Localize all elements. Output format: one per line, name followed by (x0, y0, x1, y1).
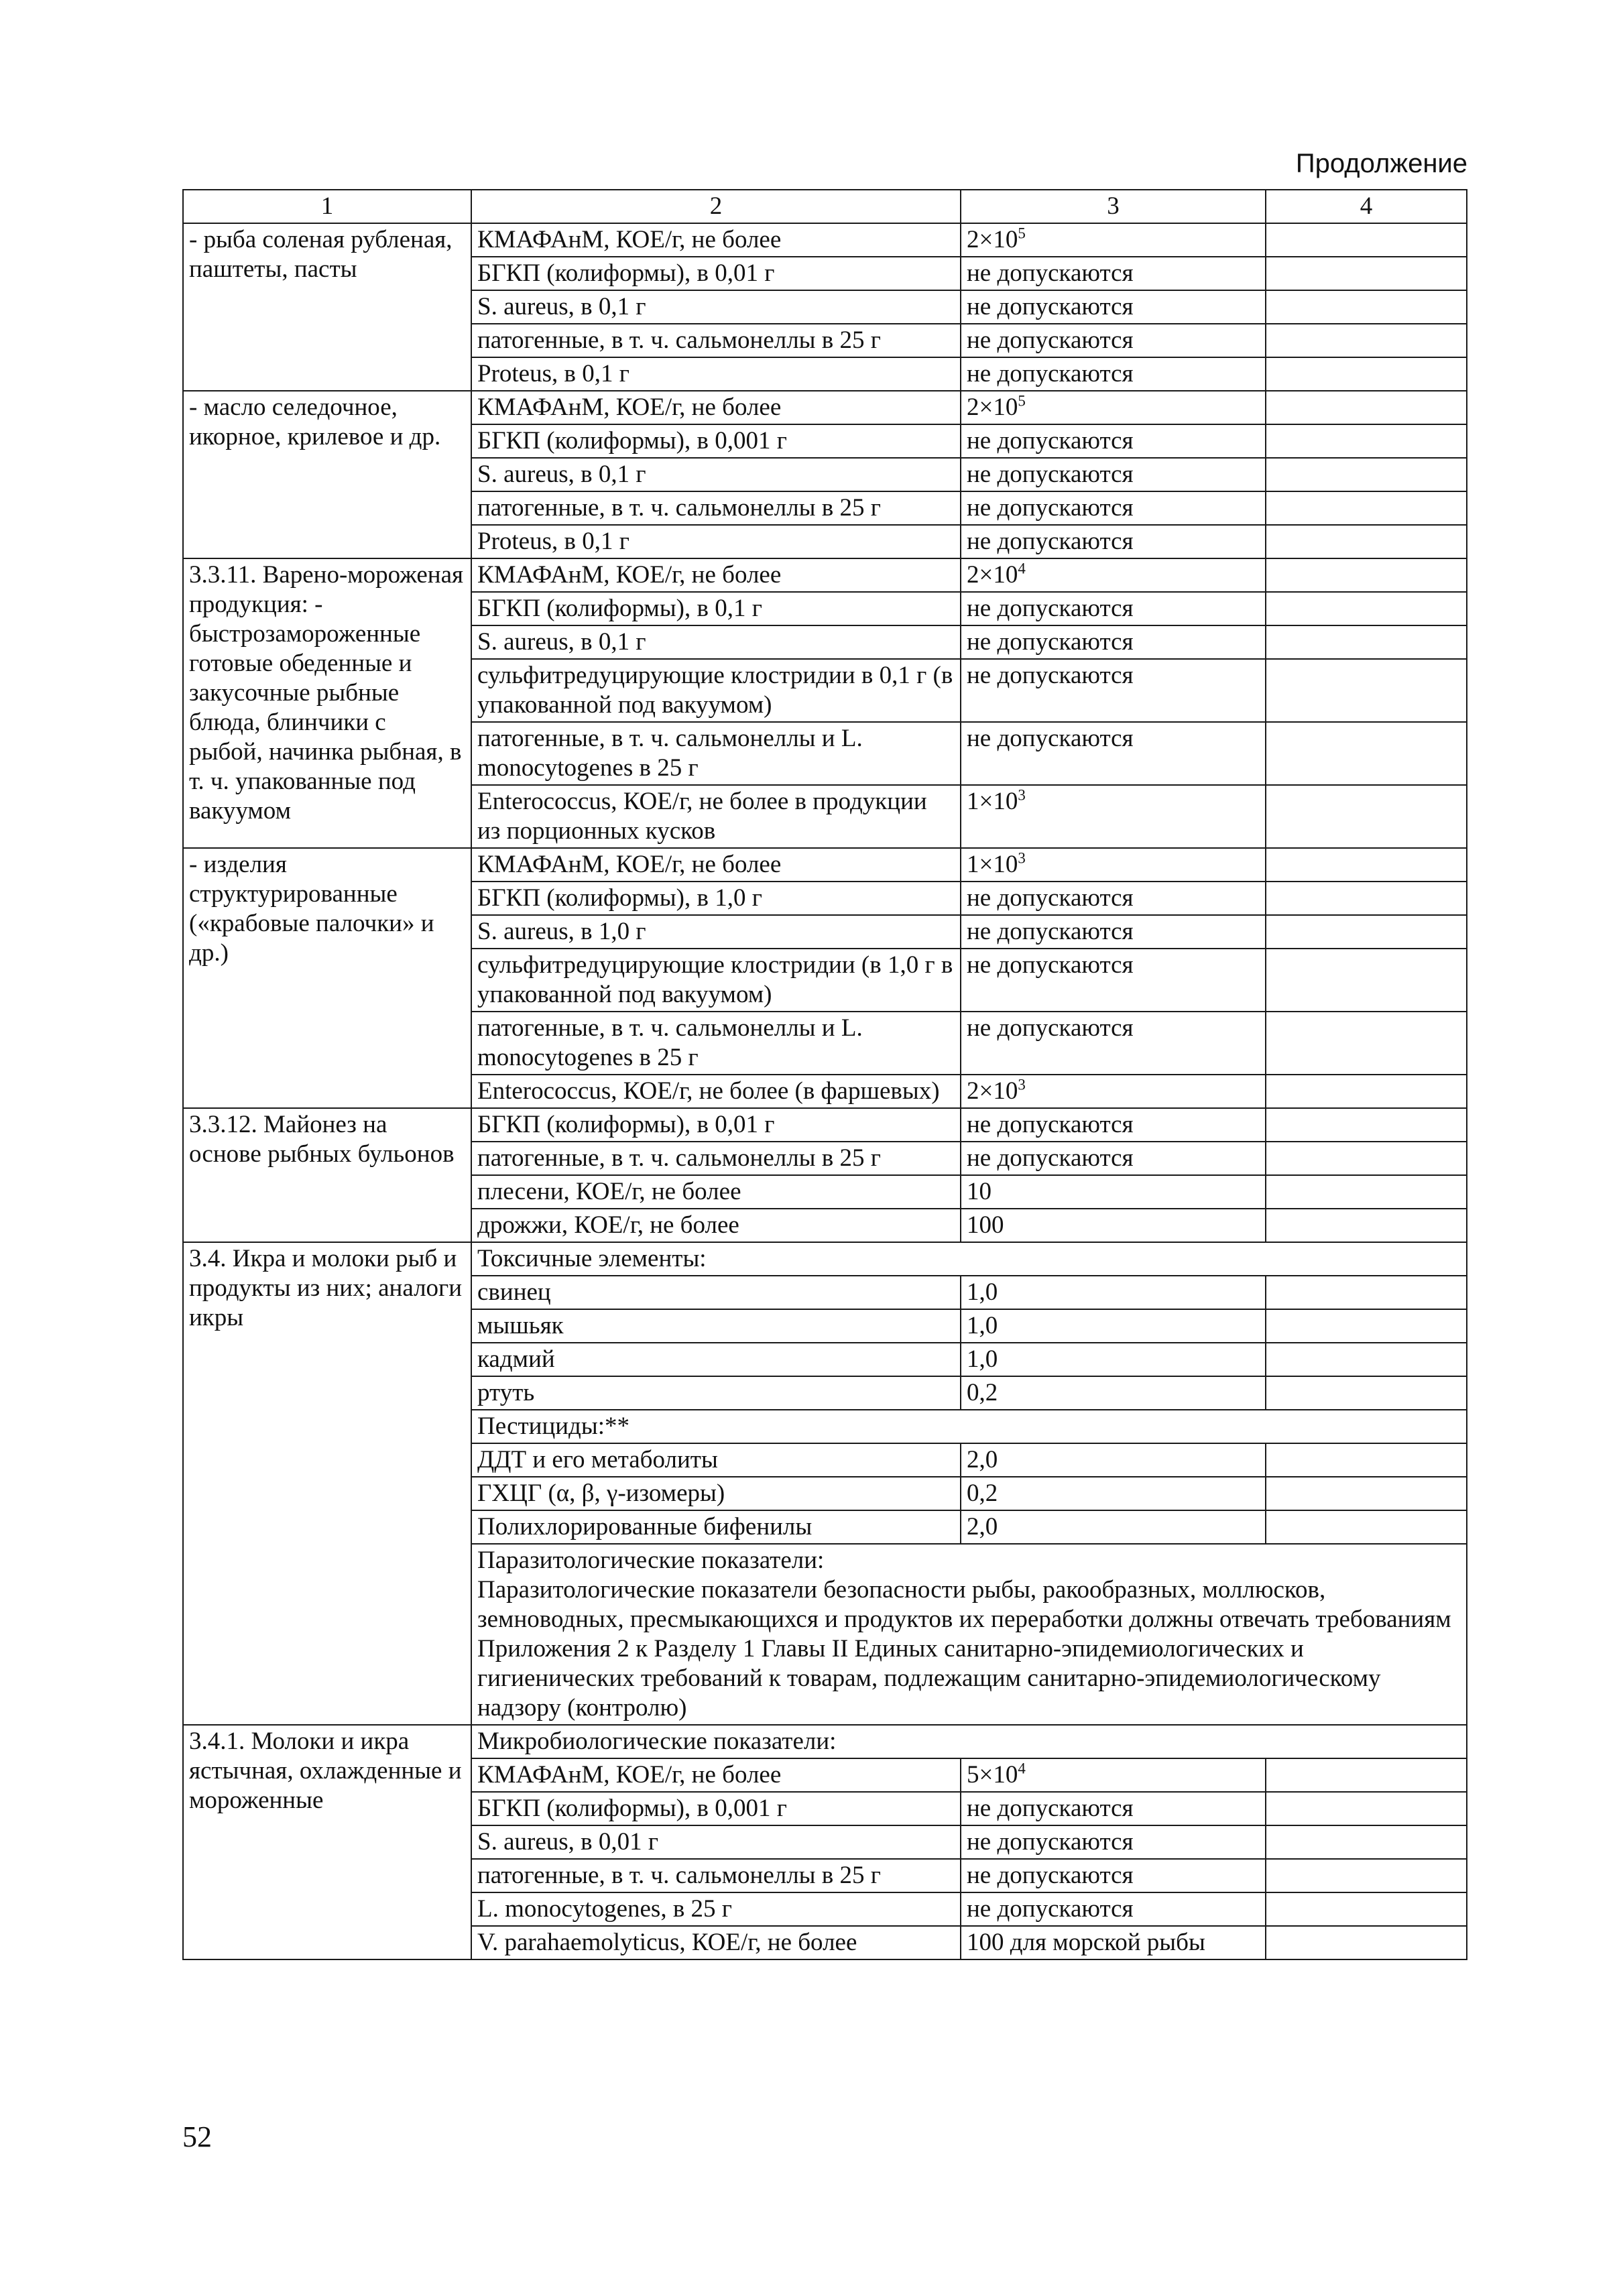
indicator-cell: БГКП (колиформы), в 0,001 г (471, 1792, 961, 1825)
empty-cell (1266, 949, 1467, 1012)
empty-cell (1266, 324, 1467, 357)
norm-value-exponent: 5 (1018, 225, 1026, 242)
indicator-cell: КМАФАнМ, КОЕ/г, не более (471, 391, 961, 424)
table-body (183, 223, 1467, 1959)
norm-value: 1,0 (967, 1278, 998, 1306)
indicator-cell: сульфитредуцирующие клостридии в 0,1 г (в упакованной под вакуумом) (471, 659, 961, 722)
norm-value-base: 5×10 (967, 1761, 1018, 1789)
indicator-cell: S. aureus, в 0,1 г (471, 458, 961, 491)
indicator-cell: Enterococcus, КОЕ/г, не более в продукции из порционных кусков (471, 785, 961, 848)
norm-value-cell (961, 491, 1266, 525)
table-row (183, 848, 1467, 882)
indicator-cell: КМАФАнМ, КОЕ/г, не более (471, 558, 961, 592)
indicator-cell: Proteus, в 0,1 г (471, 357, 961, 391)
norm-value-cell (961, 1343, 1266, 1376)
continuation-label: Продолжение (1295, 149, 1467, 178)
norm-value-cell (961, 1926, 1266, 1959)
empty-cell (1266, 1012, 1467, 1075)
product-cell: - масло селедочное, икорное, крилевое и др. (183, 391, 471, 558)
norm-value-cell (961, 391, 1266, 424)
norm-value-cell (961, 1510, 1266, 1544)
norm-value: не допускаются (967, 1111, 1134, 1138)
norm-value-cell (961, 1477, 1266, 1510)
empty-cell (1266, 391, 1467, 424)
empty-cell (1266, 882, 1467, 915)
indicator-cell: S. aureus, в 0,1 г (471, 625, 961, 659)
norm-value: 1,0 (967, 1312, 998, 1339)
column-header: 4 (1266, 190, 1467, 223)
indicator-cell: дрожжи, КОЕ/г, не более (471, 1209, 961, 1242)
norm-value-exponent: 5 (1018, 392, 1026, 410)
empty-cell (1266, 491, 1467, 525)
norm-value: 0,2 (967, 1479, 998, 1507)
indicator-cell: Полихлорированные бифенилы (471, 1510, 961, 1544)
indicator-cell: патогенные, в т. ч. сальмонеллы в 25 г (471, 1142, 961, 1175)
indicator-cell: сульфитредуцирующие клостридии (в 1,0 г в упакованной под вакуумом) (471, 949, 961, 1012)
table-row (183, 391, 1467, 424)
table-row (183, 558, 1467, 592)
indicator-cell: патогенные, в т. ч. сальмонеллы в 25 г (471, 324, 961, 357)
column-header: 2 (471, 190, 961, 223)
norm-value-cell (961, 1142, 1266, 1175)
product-cell: - изделия структурированные («крабовые палочки» и др.) (183, 848, 471, 1108)
norm-value-cell (961, 848, 1266, 882)
empty-cell (1266, 1926, 1467, 1959)
table-row (183, 1725, 1467, 1758)
norm-value-cell (961, 223, 1266, 257)
section-heading: Микробиологические показатели: (477, 1728, 837, 1755)
indicator-cell: КМАФАнМ, КОЕ/г, не более (471, 1758, 961, 1792)
page-number: 52 (182, 2120, 212, 2153)
column-header-row (183, 190, 1467, 223)
indicator-cell: БГКП (колиформы), в 0,1 г (471, 592, 961, 625)
indicator-cell: патогенные, в т. ч. сальмонеллы в 25 г (471, 1859, 961, 1892)
empty-cell (1266, 525, 1467, 558)
empty-cell (1266, 592, 1467, 625)
norm-value-cell (961, 592, 1266, 625)
empty-cell (1266, 625, 1467, 659)
norm-value-base: 2×10 (967, 394, 1018, 421)
empty-cell (1266, 1477, 1467, 1510)
norm-value-cell (961, 1108, 1266, 1142)
norm-value: не допускаются (967, 259, 1134, 287)
norm-value: не допускаются (967, 427, 1134, 455)
empty-cell (1266, 257, 1467, 290)
indicator-cell: БГКП (колиформы), в 0,01 г (471, 257, 961, 290)
norm-value-cell (961, 625, 1266, 659)
norm-value: не допускаются (967, 293, 1134, 320)
norm-value-cell (961, 1276, 1266, 1309)
norm-value-cell (961, 257, 1266, 290)
indicator-cell: ртуть (471, 1376, 961, 1410)
norm-value-cell (961, 785, 1266, 848)
norm-value-cell (961, 525, 1266, 558)
empty-cell (1266, 1758, 1467, 1792)
norm-value: 1,0 (967, 1345, 998, 1373)
norm-value-cell (961, 1012, 1266, 1075)
norm-value-cell (961, 949, 1266, 1012)
norm-value-cell (961, 882, 1266, 915)
norm-value: не допускаются (967, 951, 1134, 979)
section-heading-cell (471, 1410, 1467, 1443)
norm-value-cell (961, 458, 1266, 491)
indicator-cell: S. aureus, в 1,0 г (471, 915, 961, 949)
norm-value-cell (961, 1859, 1266, 1892)
norm-value-base: 2×10 (967, 561, 1018, 589)
column-header: 3 (961, 190, 1266, 223)
norm-value: 2,0 (967, 1446, 998, 1473)
section-heading: Пестициды:** (477, 1412, 630, 1440)
indicator-cell: ГХЦГ (α, β, γ-изомеры) (471, 1477, 961, 1510)
norm-value-base: 1×10 (967, 788, 1018, 815)
norm-value-cell (961, 1443, 1266, 1477)
section-heading: Паразитологические показатели: (477, 1547, 825, 1574)
empty-cell (1266, 1108, 1467, 1142)
norm-value-cell (961, 1758, 1266, 1792)
norm-value-cell (961, 1376, 1266, 1410)
norm-value: 2,0 (967, 1513, 998, 1540)
empty-cell (1266, 1443, 1467, 1477)
indicator-cell: S. aureus, в 0,1 г (471, 290, 961, 324)
norm-value: не допускаются (967, 360, 1134, 387)
norm-value: 100 (967, 1211, 1004, 1239)
norm-value: не допускаются (967, 1828, 1134, 1856)
norm-value: 0,2 (967, 1379, 998, 1406)
indicator-cell: БГКП (колиформы), в 1,0 г (471, 882, 961, 915)
product-cell: 3.4.1. Молоки и икра ястычная, охлажденные и мороженные (183, 1725, 471, 1959)
norm-value: не допускаются (967, 1144, 1134, 1172)
indicator-cell: патогенные, в т. ч. сальмонеллы в 25 г (471, 491, 961, 525)
empty-cell (1266, 659, 1467, 722)
norm-value: 10 (967, 1178, 991, 1205)
section-heading-cell (471, 1242, 1467, 1276)
indicator-cell: патогенные, в т. ч. сальмонеллы и L. monocytogenes в 25 г (471, 722, 961, 785)
norm-value: не допускаются (967, 1795, 1134, 1822)
empty-cell (1266, 424, 1467, 458)
empty-cell (1266, 1075, 1467, 1108)
empty-cell (1266, 458, 1467, 491)
norm-value: не допускаются (967, 1014, 1134, 1042)
norm-value: не допускаются (967, 884, 1134, 912)
norm-value: не допускаются (967, 1895, 1134, 1923)
empty-cell (1266, 223, 1467, 257)
norm-value-cell (961, 915, 1266, 949)
indicator-cell: свинец (471, 1276, 961, 1309)
table-row (183, 1242, 1467, 1276)
indicator-cell: КМАФАнМ, КОЕ/г, не более (471, 223, 961, 257)
norm-value: не допускаются (967, 628, 1134, 656)
norm-value-cell (961, 1209, 1266, 1242)
table-row (183, 1108, 1467, 1142)
norm-value: не допускаются (967, 461, 1134, 488)
empty-cell (1266, 848, 1467, 882)
product-cell: 3.4. Икра и молоки рыб и продукты из них; аналоги икры (183, 1242, 471, 1725)
norm-value-cell (961, 290, 1266, 324)
norm-value: не допускаются (967, 662, 1134, 689)
norm-value-cell (961, 558, 1266, 592)
column-header: 1 (183, 190, 471, 223)
empty-cell (1266, 1892, 1467, 1926)
indicator-cell: S. aureus, в 0,01 г (471, 1825, 961, 1859)
empty-cell (1266, 915, 1467, 949)
norm-value-cell (961, 1075, 1266, 1108)
indicator-cell: БГКП (колиформы), в 0,01 г (471, 1108, 961, 1142)
empty-cell (1266, 1209, 1467, 1242)
norm-value: не допускаются (967, 595, 1134, 622)
indicator-cell: кадмий (471, 1343, 961, 1376)
indicator-cell: плесени, КОЕ/г, не более (471, 1175, 961, 1209)
product-cell: 3.3.12. Майонез на основе рыбных бульонов (183, 1108, 471, 1242)
empty-cell (1266, 558, 1467, 592)
indicator-cell: мышьяк (471, 1309, 961, 1343)
norm-value-cell (961, 1792, 1266, 1825)
empty-cell (1266, 1309, 1467, 1343)
norm-value-cell (961, 357, 1266, 391)
norm-value: не допускаются (967, 528, 1134, 555)
norm-value-cell (961, 1309, 1266, 1343)
empty-cell (1266, 1175, 1467, 1209)
norm-value: 100 для морской рыбы (967, 1929, 1205, 1956)
section-note: Паразитологические показатели безопасности рыбы, ракообразных, моллюсков, земноводных, пресмыкающихся и продуктов их переработки должны отвечать требованиям Приложения 2 к Разделу 1 Главы II Единых санитарно-эпидемиологических и гигиенических требований к товарам, подлежащим санитарно-эпидемиологическому надзору (контролю) (477, 1576, 1451, 1721)
norm-value-cell (961, 659, 1266, 722)
indicator-cell: V. parahaemolyticus, КОЕ/г, не более (471, 1926, 961, 1959)
indicator-cell: патогенные, в т. ч. сальмонеллы и L. monocytogenes в 25 г (471, 1012, 961, 1075)
norm-value-exponent: 4 (1018, 560, 1026, 577)
empty-cell (1266, 722, 1467, 785)
section-heading-cell (471, 1544, 1467, 1725)
indicator-cell: L. monocytogenes, в 25 г (471, 1892, 961, 1926)
norm-value-exponent: 3 (1018, 1076, 1026, 1093)
norm-value-base: 2×10 (967, 1077, 1018, 1105)
norm-value-cell (961, 424, 1266, 458)
norm-value-cell (961, 722, 1266, 785)
empty-cell (1266, 290, 1467, 324)
norm-value: не допускаются (967, 494, 1134, 522)
norm-value: не допускаются (967, 918, 1134, 945)
empty-cell (1266, 1376, 1467, 1410)
norm-value-exponent: 3 (1018, 786, 1026, 804)
norm-value-cell (961, 1175, 1266, 1209)
section-heading-cell (471, 1725, 1467, 1758)
empty-cell (1266, 357, 1467, 391)
empty-cell (1266, 1825, 1467, 1859)
product-cell: - рыба соленая рубленая, паштеты, пасты (183, 223, 471, 391)
empty-cell (1266, 1276, 1467, 1309)
indicator-cell: БГКП (колиформы), в 0,001 г (471, 424, 961, 458)
indicator-cell: ДДТ и его метаболиты (471, 1443, 961, 1477)
empty-cell (1266, 1859, 1467, 1892)
norm-value: не допускаются (967, 1862, 1134, 1889)
empty-cell (1266, 1343, 1467, 1376)
empty-cell (1266, 1510, 1467, 1544)
empty-cell (1266, 1142, 1467, 1175)
norm-value-base: 2×10 (967, 226, 1018, 253)
norm-value: не допускаются (967, 326, 1134, 354)
norm-value-cell (961, 1892, 1266, 1926)
product-cell: 3.3.11. Варено-мороженая продукция: - быстрозамороженные готовые обеденные и закусочные рыбные блюда, блинчики с рыбой, начинка рыбная, в т. ч. упакованные под вакуумом (183, 558, 471, 848)
norm-value-cell (961, 324, 1266, 357)
norm-value-exponent: 4 (1018, 1760, 1026, 1777)
table-row (183, 223, 1467, 257)
norm-value: не допускаются (967, 725, 1134, 752)
norm-value-cell (961, 1825, 1266, 1859)
indicator-cell: Proteus, в 0,1 г (471, 525, 961, 558)
indicator-cell: Enterococcus, КОЕ/г, не более (в фаршевых) (471, 1075, 961, 1108)
indicator-cell: КМАФАнМ, КОЕ/г, не более (471, 848, 961, 882)
specification-table (182, 189, 1467, 1960)
section-heading: Токсичные элементы: (477, 1245, 707, 1272)
empty-cell (1266, 785, 1467, 848)
norm-value-base: 1×10 (967, 851, 1018, 878)
norm-value-exponent: 3 (1018, 849, 1026, 867)
empty-cell (1266, 1792, 1467, 1825)
